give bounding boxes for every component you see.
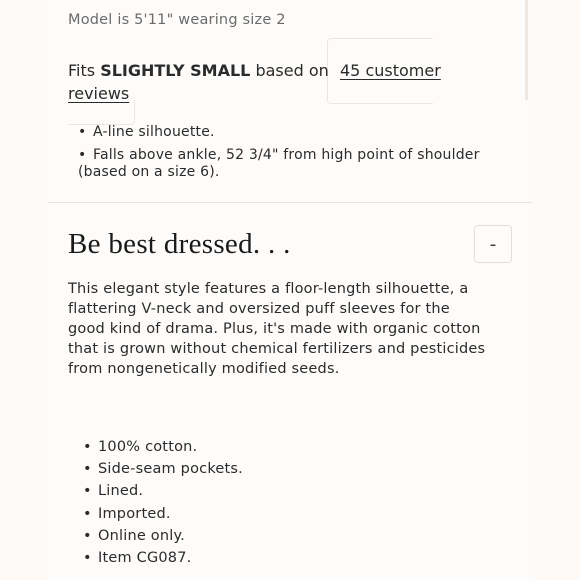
- model-size-info: Model is 5'11" wearing size 2: [68, 12, 286, 28]
- fit-specs-list: [78, 124, 498, 187]
- list-item: • A-line silhouette.: [78, 124, 498, 141]
- fit-suffix: based on: [250, 61, 329, 80]
- fit-prefix: Fits: [68, 61, 101, 80]
- spec-length-line1: Falls above ankle, 52 3/4" from high point of shoulder: [93, 147, 480, 163]
- list-item: • 100% cotton.: [83, 439, 243, 456]
- list-item: • Lined.: [83, 483, 243, 500]
- product-details-list: [83, 439, 243, 572]
- customer-reviews-link[interactable]: 45 customer: [340, 61, 441, 80]
- fit-rating: SLIGHTLY SMALL: [100, 61, 251, 80]
- list-item: • Item CG087.: [83, 550, 243, 567]
- scrollbar[interactable]: [525, 0, 528, 100]
- section-divider: [48, 202, 532, 203]
- list-item: • Online only.: [83, 528, 243, 545]
- section-title: Be best dressed. . .: [68, 228, 291, 260]
- product-description: This elegant style features a floor-length silhouette, a flattering V-neck and oversized puff sleeves for the good kind of drama. Plus, it's made with organic cotton that is grown without chemical fertilizers and pesticides from nongenetically modified seeds.: [68, 281, 486, 377]
- spec-length-line2: (based on a size 6).: [78, 164, 220, 180]
- collapse-section-button[interactable]: [474, 225, 512, 263]
- list-item: [78, 147, 498, 181]
- list-item: • Imported.: [83, 506, 243, 523]
- list-item: • Side-seam pockets.: [83, 461, 243, 478]
- minus-icon: -: [489, 233, 497, 255]
- customer-reviews-link-continued[interactable]: reviews: [68, 84, 130, 103]
